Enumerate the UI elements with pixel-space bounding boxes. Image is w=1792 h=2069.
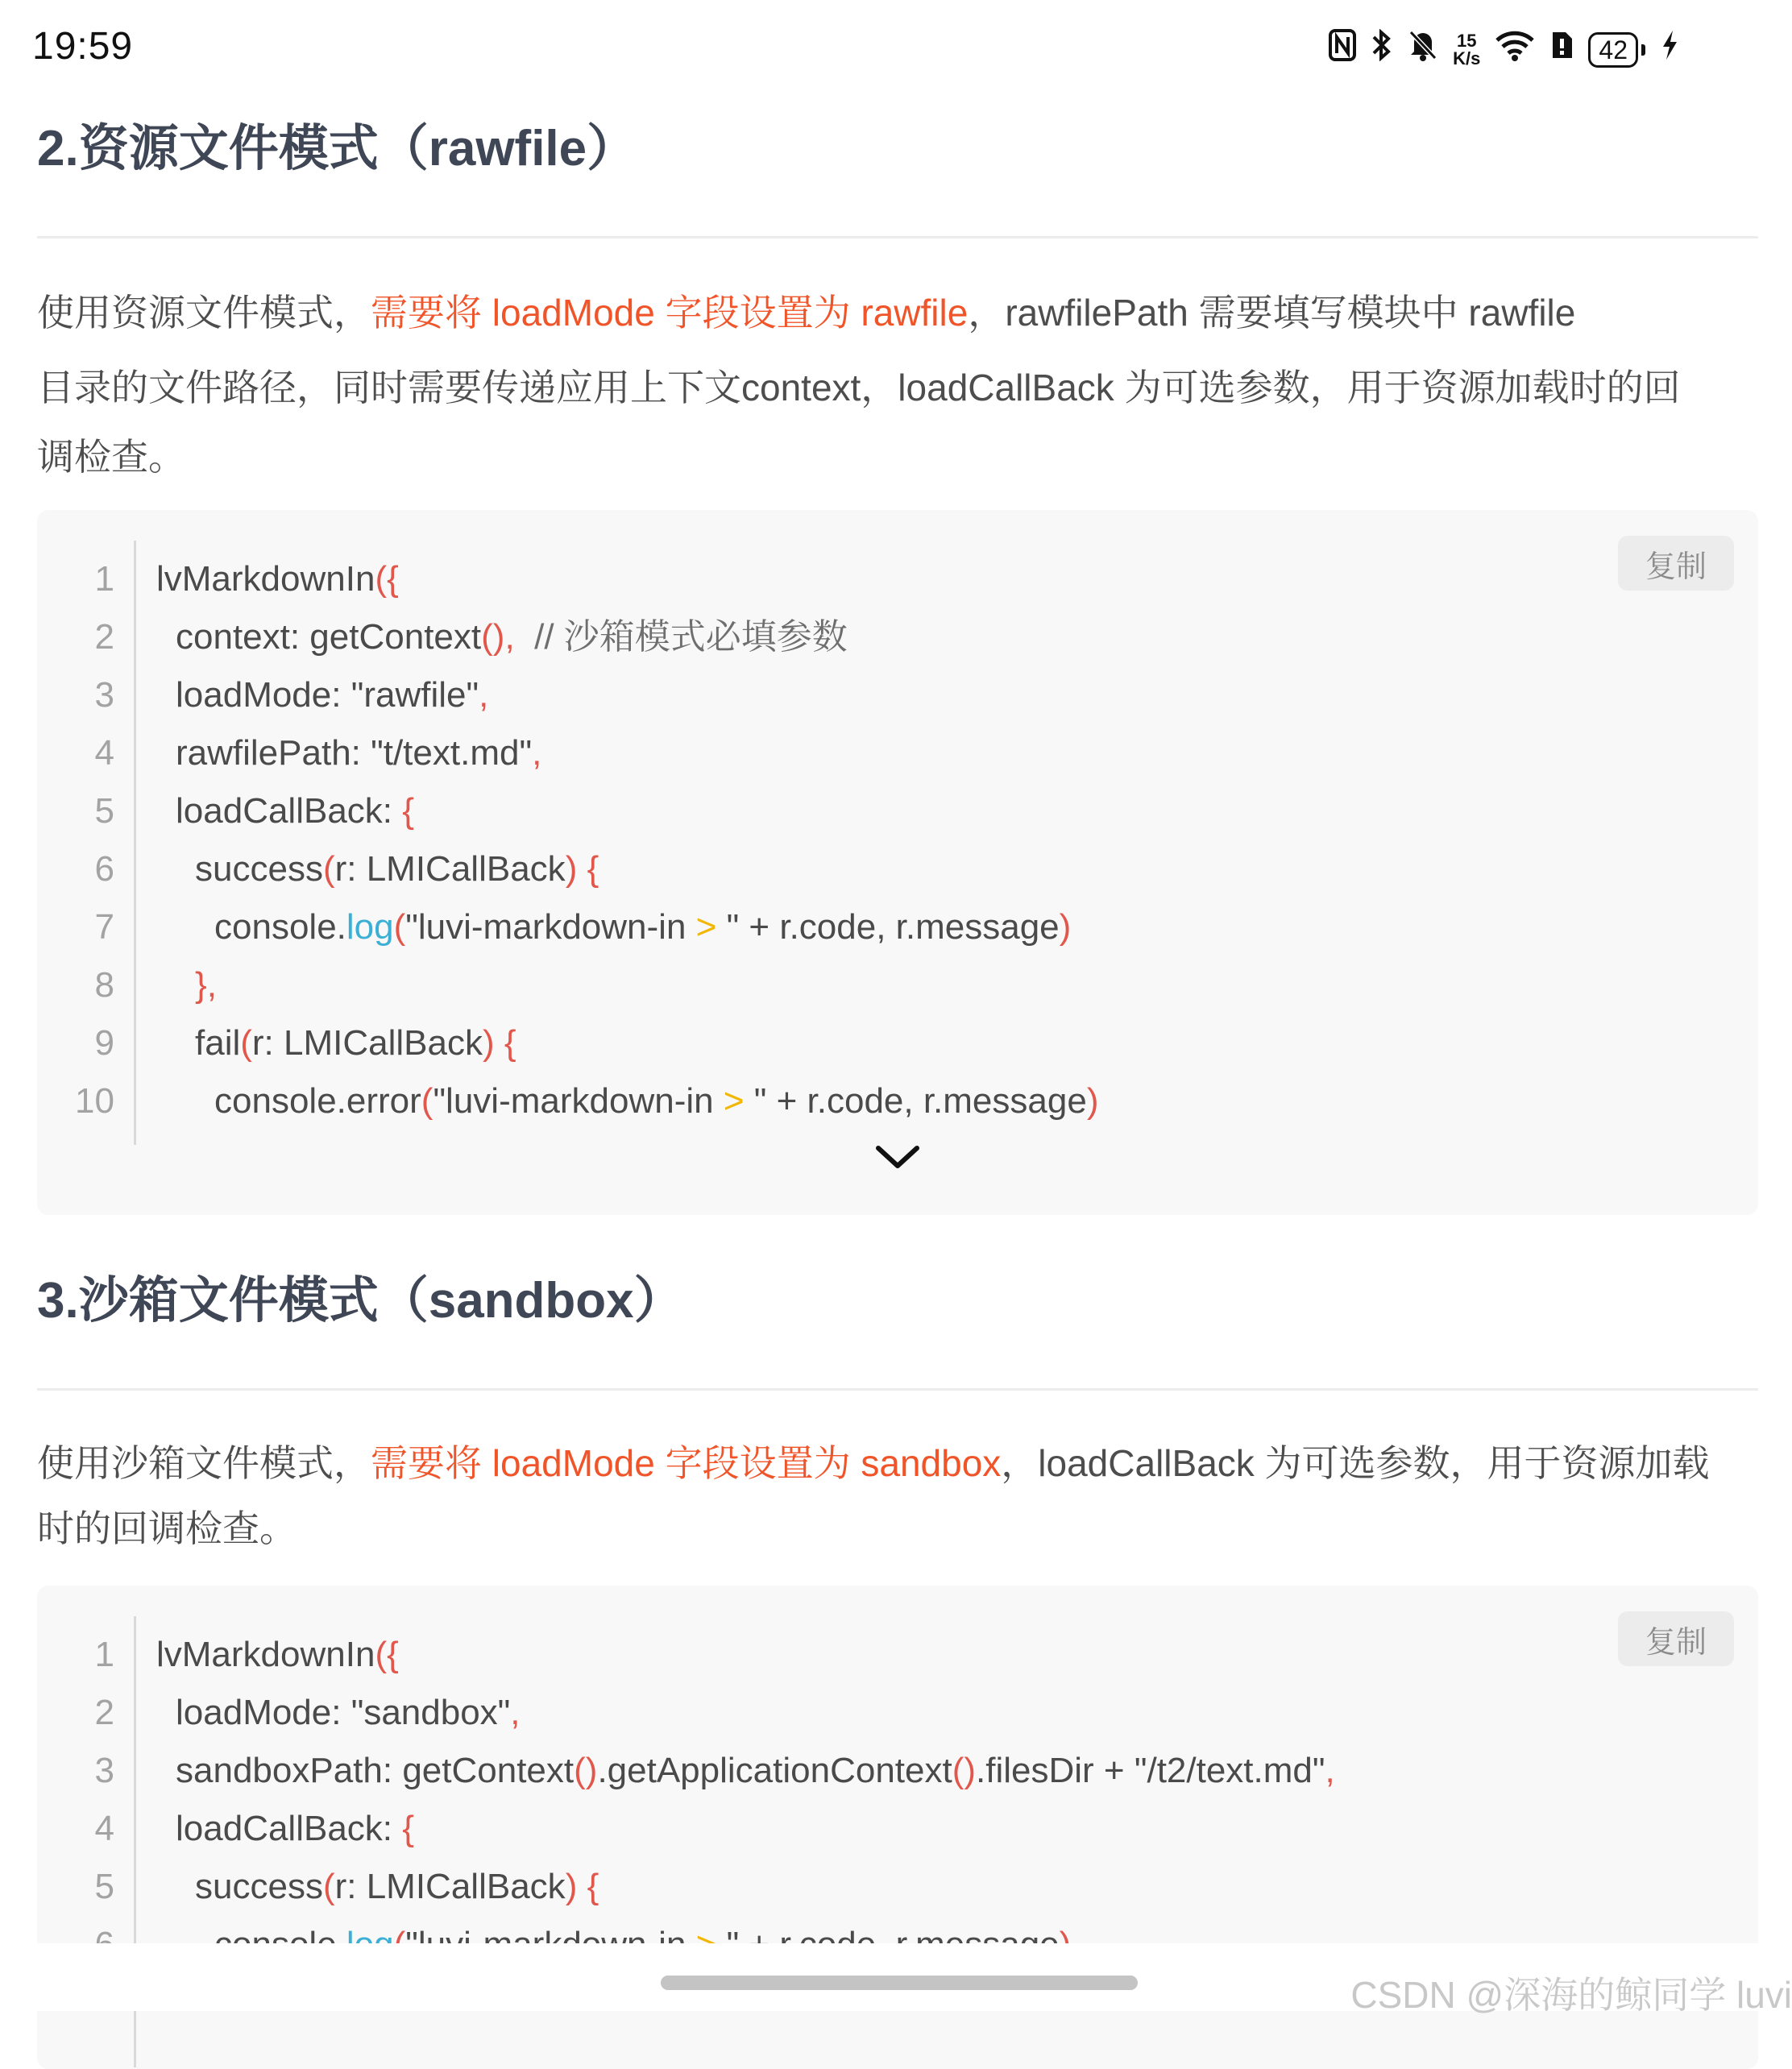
code-token: , bbox=[479, 675, 489, 715]
code-token: console.error bbox=[214, 1081, 421, 1121]
line-number: 10 bbox=[75, 1081, 114, 1121]
line-number: 5 bbox=[94, 1867, 114, 1906]
line-number: 2 bbox=[94, 617, 114, 657]
bluetooth-icon bbox=[1371, 29, 1393, 70]
code-token: rawfilePath: "t/text.md" bbox=[176, 733, 533, 773]
code-token bbox=[495, 1023, 504, 1063]
code-token: ( bbox=[322, 1867, 335, 1906]
code-token: ) bbox=[565, 1867, 578, 1906]
code-token: , bbox=[1325, 1751, 1335, 1790]
code-token: ) bbox=[565, 849, 578, 889]
code-token: , bbox=[510, 1693, 521, 1732]
line-number: 1 bbox=[94, 1635, 114, 1674]
code-line bbox=[37, 1626, 1649, 1684]
net-speed-unit: K/s bbox=[1453, 48, 1481, 68]
status-bar bbox=[0, 0, 1792, 97]
code-token: { bbox=[587, 849, 599, 889]
code-token: " + r.code, r.message bbox=[744, 1081, 1087, 1121]
line-number: 9 bbox=[94, 1023, 114, 1063]
code-token: r: LMICallBack bbox=[334, 1867, 566, 1906]
code-token: success bbox=[195, 1867, 323, 1906]
paragraph-text: ，rawfilePath 需要填写模块中 rawfile bbox=[968, 292, 1576, 334]
net-speed bbox=[1453, 32, 1480, 68]
code-token: .filesDir + "/t2/text.md" bbox=[976, 1751, 1325, 1790]
code-token: { bbox=[402, 1809, 414, 1848]
mute-icon bbox=[1408, 29, 1438, 70]
code-token: , bbox=[504, 617, 515, 657]
paragraph-line bbox=[37, 426, 1758, 487]
code-token: ) bbox=[482, 1023, 495, 1063]
code-text bbox=[176, 666, 488, 724]
paragraph-text: ，loadCallBack 为可选参数，用于资源加载 bbox=[1001, 1442, 1710, 1484]
code-line bbox=[37, 1858, 1649, 1916]
copy-button[interactable]: 复制 bbox=[1618, 536, 1734, 591]
code-token: fail bbox=[195, 1023, 241, 1063]
code-token: loadMode: "sandbox" bbox=[176, 1693, 511, 1732]
code-line bbox=[37, 840, 1649, 898]
code-line bbox=[37, 550, 1649, 608]
code-line bbox=[37, 1742, 1649, 1800]
line-number: 2 bbox=[94, 1693, 114, 1732]
sim-icon bbox=[1549, 29, 1574, 70]
code-token: loadCallBack: bbox=[176, 1809, 403, 1848]
code-text bbox=[195, 956, 217, 1014]
code-text bbox=[195, 1014, 516, 1072]
code-token: () bbox=[574, 1751, 598, 1790]
code-line bbox=[37, 1014, 1649, 1072]
nfc-icon bbox=[1329, 29, 1356, 70]
line-number: 4 bbox=[94, 1809, 114, 1848]
code-token: console. bbox=[214, 907, 346, 947]
battery-level: 42 bbox=[1588, 32, 1638, 68]
code-token: ) bbox=[1086, 1081, 1099, 1121]
code-token: () bbox=[481, 617, 505, 657]
code-text bbox=[176, 1742, 1335, 1800]
code-token bbox=[577, 849, 587, 889]
section-paragraph-rawfile bbox=[37, 276, 1758, 487]
code-token: ({ bbox=[375, 1635, 399, 1674]
section-divider bbox=[37, 1388, 1758, 1391]
code-token: loadMode: "rawfile" bbox=[176, 675, 479, 715]
battery-tip bbox=[1641, 44, 1645, 56]
section-paragraph-sandbox bbox=[37, 1428, 1758, 1559]
watermark: CSDN @深海的鲸同学 luvi bbox=[1350, 1974, 1792, 2016]
code-token: sandboxPath: getContext bbox=[176, 1751, 575, 1790]
code-token: { bbox=[504, 1023, 516, 1063]
section-title-sandbox: 3.沙箱文件模式（sandbox） bbox=[37, 1273, 684, 1329]
code-token: { bbox=[587, 1867, 599, 1906]
line-number: 3 bbox=[94, 675, 114, 715]
code-token: context: getContext bbox=[176, 617, 482, 657]
code-token: ( bbox=[393, 907, 406, 947]
code-token: lvMarkdownIn bbox=[156, 559, 375, 599]
code-token bbox=[515, 617, 534, 657]
code-token: > bbox=[695, 907, 717, 947]
code-token: { bbox=[402, 791, 414, 831]
chevron-down-icon bbox=[873, 1143, 922, 1175]
code-token: loadCallBack: bbox=[176, 791, 403, 831]
code-line bbox=[37, 898, 1649, 956]
code-line bbox=[37, 1800, 1649, 1858]
code-line bbox=[37, 724, 1649, 782]
code-text bbox=[176, 1684, 521, 1742]
highlighted-text: 需要将 loadMode 字段设置为 sandbox bbox=[371, 1442, 1002, 1484]
code-token: log bbox=[346, 907, 394, 947]
copy-button[interactable]: 复制 bbox=[1618, 1611, 1734, 1666]
code-token: "luvi-markdown-in bbox=[433, 1081, 724, 1121]
code-token: ({ bbox=[375, 559, 399, 599]
code-text bbox=[195, 840, 599, 898]
line-number: 8 bbox=[94, 965, 114, 1005]
status-time: 19:59 bbox=[32, 25, 134, 68]
paragraph-text: 使用资源文件模式， bbox=[37, 292, 371, 334]
code-token: () bbox=[952, 1751, 977, 1790]
code-text bbox=[176, 608, 848, 666]
code-token: r: LMICallBack bbox=[251, 1023, 483, 1063]
net-speed-value: 15 bbox=[1457, 30, 1477, 51]
code-line bbox=[37, 666, 1649, 724]
expand-button[interactable] bbox=[825, 1122, 970, 1195]
code-token: , bbox=[532, 733, 542, 773]
home-indicator[interactable] bbox=[661, 1976, 1138, 1990]
paragraph-text: 目录的文件路径，同时需要传递应用上下文context，loadCallBack 为可选参数，用于资源加载时的回 bbox=[37, 367, 1681, 408]
line-number: 5 bbox=[94, 791, 114, 831]
code-token: ( bbox=[322, 849, 335, 889]
code-token: > bbox=[723, 1081, 745, 1121]
charging-icon bbox=[1660, 29, 1679, 70]
code-text bbox=[156, 1626, 399, 1684]
line-number: 6 bbox=[94, 849, 114, 889]
code-token: r: LMICallBack bbox=[334, 849, 566, 889]
code-text bbox=[195, 1858, 599, 1916]
code-token: .getApplicationContext bbox=[597, 1751, 952, 1790]
code-token: lvMarkdownIn bbox=[156, 1635, 375, 1674]
code-token bbox=[577, 1867, 587, 1906]
highlighted-text: 需要将 loadMode 字段设置为 rawfile bbox=[371, 292, 969, 334]
code-token: "luvi-markdown-in bbox=[405, 907, 696, 947]
code-line bbox=[37, 1684, 1649, 1742]
code-token: ( bbox=[421, 1081, 433, 1121]
code-token: " + r.code, r.message bbox=[716, 907, 1060, 947]
code-line bbox=[37, 608, 1649, 666]
wifi-icon bbox=[1495, 29, 1535, 70]
code-line bbox=[37, 782, 1649, 840]
code-text bbox=[176, 724, 541, 782]
paragraph-line bbox=[37, 349, 1758, 426]
code-text bbox=[156, 550, 399, 608]
code-token: success bbox=[195, 849, 323, 889]
paragraph-text: 调检查。 bbox=[37, 436, 185, 478]
paragraph-text: 时的回调检查。 bbox=[37, 1507, 297, 1549]
code-line bbox=[37, 956, 1649, 1014]
line-number: 1 bbox=[94, 559, 114, 599]
paragraph-line bbox=[37, 1428, 1758, 1498]
paragraph-text: 使用沙箱文件模式， bbox=[37, 1442, 371, 1484]
section-title-rawfile: 2.资源文件模式（rawfile） bbox=[37, 121, 637, 176]
code-text bbox=[176, 1800, 414, 1858]
line-number: 3 bbox=[94, 1751, 114, 1790]
section-divider bbox=[37, 236, 1758, 238]
code-text bbox=[176, 782, 414, 840]
paragraph-line bbox=[37, 276, 1758, 349]
code-token: }, bbox=[195, 965, 217, 1005]
paragraph-line bbox=[37, 1498, 1758, 1559]
status-icons bbox=[1329, 29, 1679, 70]
code-text bbox=[214, 898, 1071, 956]
code-token: ( bbox=[240, 1023, 252, 1063]
code-token: ) bbox=[1059, 907, 1072, 947]
code-block-rawfile[interactable] bbox=[37, 510, 1758, 1215]
line-number: 4 bbox=[94, 733, 114, 773]
line-number: 7 bbox=[94, 907, 114, 947]
code-token: // 沙箱模式必填参数 bbox=[534, 617, 848, 657]
